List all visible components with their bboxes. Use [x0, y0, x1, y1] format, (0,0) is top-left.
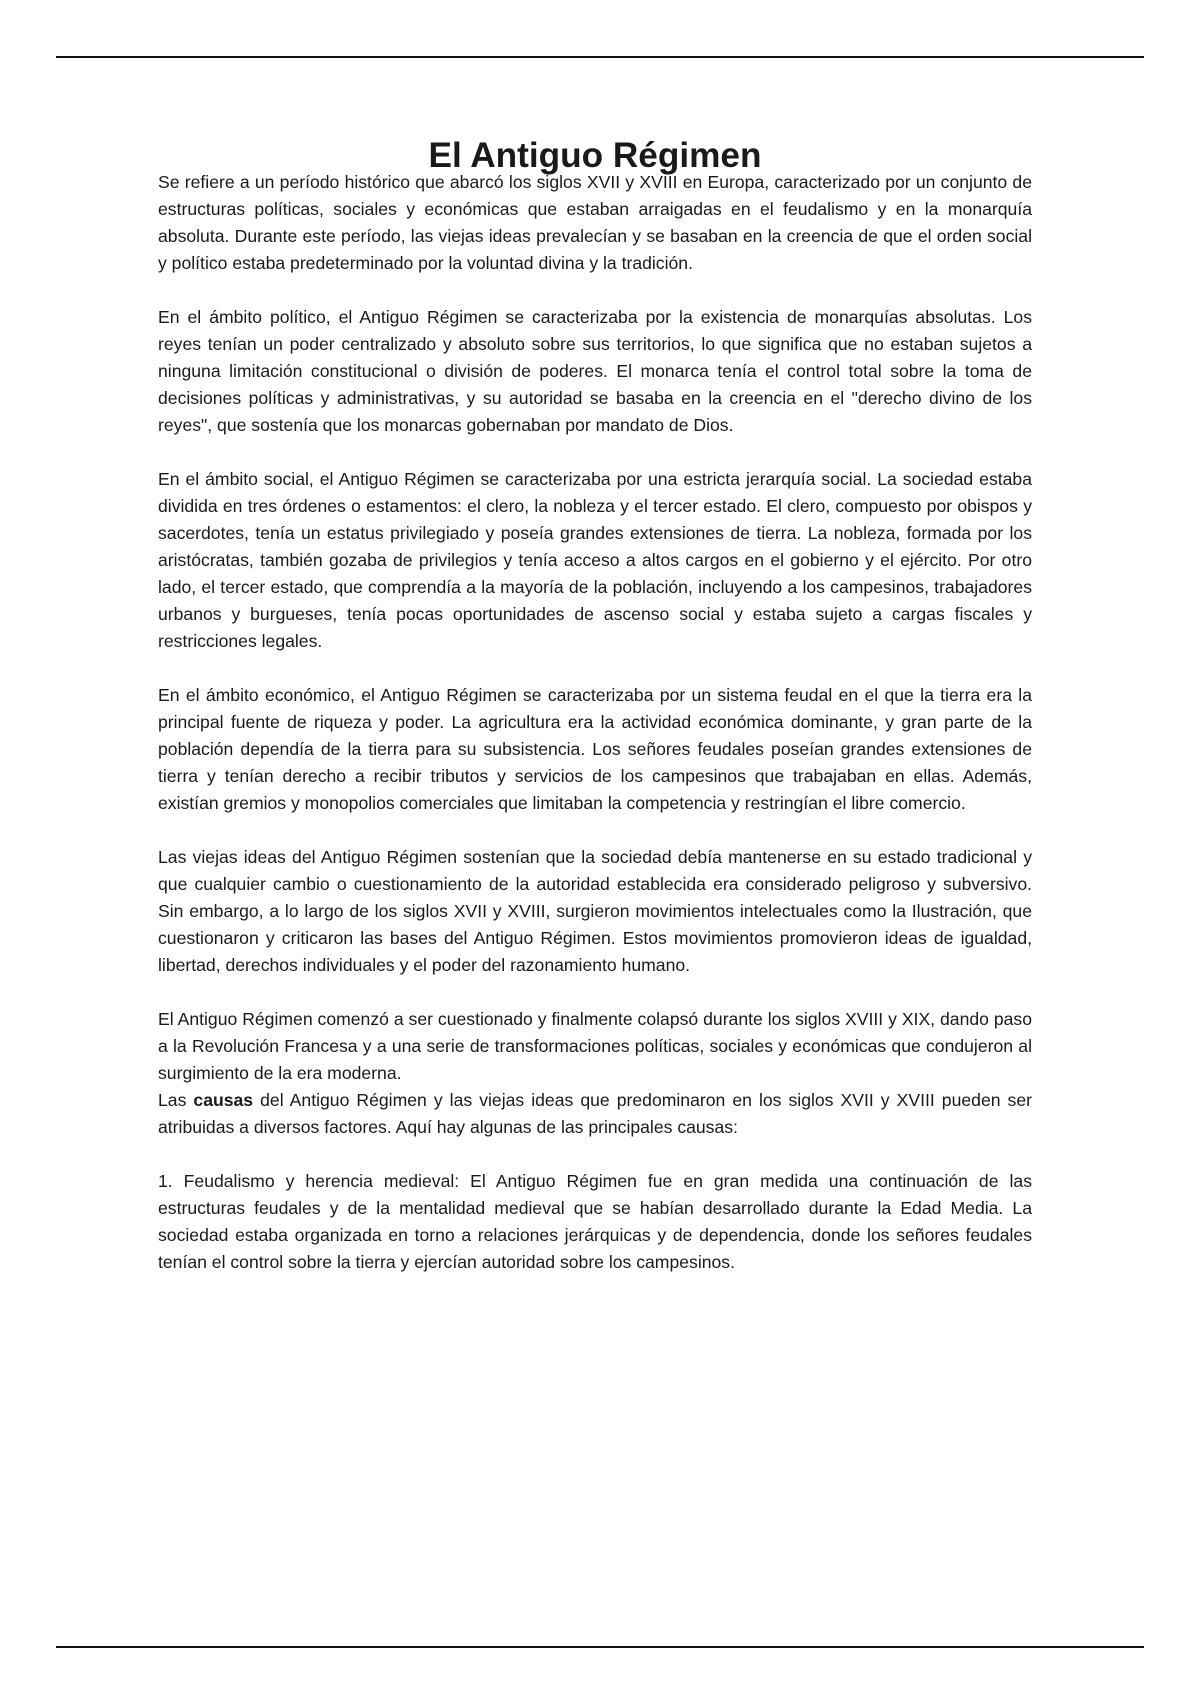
paragraph-cause-1: 1. Feudalismo y herencia medieval: El Antiguo Régimen fue en gran medida una continuación de las estructuras feudales y de la mentalidad medieval que se habían desarrollado durante la Edad Media. La sociedad estaba organizada en torno a relaciones jerárquicas y de dependencia, donde los señores feudales tenían el control sobre la tierra y ejercían autoridad sobre los campesinos.: [158, 1171, 1032, 1272]
document-title: El Antiguo Régimen: [428, 136, 762, 175]
paragraph-causes-intro: [158, 1087, 1032, 1141]
causes-keyword: causas: [193, 1090, 254, 1110]
paragraph-intro: Se refiere a un período histórico que abarcó los siglos XVII y XVIII en Europa, caracterizado por un conjunto de estructuras políticas, sociales y económicas que estaban arraigadas en el feudalismo y en la monarquía absoluta. Durante este período, las viejas ideas prevalecían y se basaban en la creencia de que el orden social y político estaba predeterminado por la voluntad divina y la tradición.: [158, 172, 1032, 273]
header-rule: [56, 56, 1144, 58]
document-page: [158, 136, 1033, 1276]
paragraph-social: En el ámbito social, el Antiguo Régimen se caracterizaba por una estricta jerarquía social. La sociedad estaba dividida en tres órdenes o estamentos: el clero, la nobleza y el tercer estado. El clero, compuesto por obispos y sacerdotes, tenía un estatus privilegiado y poseía grandes extensiones de tierra. La nobleza, formada por los aristócratas, también gozaba de privilegios y tenía acceso a altos cargos en el gobierno y el ejército. Por otro lado, el tercer estado, que comprendía a la mayoría de la población, incluyendo a los campesinos, trabajadores urbanos y burgueses, tenía pocas oportunidades de ascenso social y estaba sujeto a cargas fiscales y restricciones legales.: [158, 469, 1032, 651]
footer-rule: [56, 1646, 1144, 1648]
paragraph-collapse: El Antiguo Régimen comenzó a ser cuestionado y finalmente colapsó durante los siglos XVIII y XIX, dando paso a la Revolución Francesa y a una serie de transformaciones políticas, sociales y económicas que condujeron al surgimiento de la era moderna.: [158, 1009, 1032, 1083]
causes-intro-suffix: del Antiguo Régimen y las viejas ideas que predominaron en los siglos XVII y XVIII pueden ser atribuidas a diversos factores. Aquí hay algunas de las principales causas:: [158, 1090, 1033, 1137]
causes-intro-prefix: Las: [158, 1090, 194, 1110]
paragraph-economic: En el ámbito económico, el Antiguo Régimen se caracterizaba por un sistema feudal en el que la tierra era la principal fuente de riqueza y poder. La agricultura era la actividad económica dominante, y gran parte de la población dependía de la tierra para su subsistencia. Los señores feudales poseían grandes extensiones de tierra y tenían derecho a recibir tributos y servicios de los campesinos que trabajaban en ellas. Además, existían gremios y monopolios comerciales que limitaban la competencia y restringían el libre comercio.: [158, 685, 1032, 813]
paragraph-old-ideas: Las viejas ideas del Antiguo Régimen sostenían que la sociedad debía mantenerse en su estado tradicional y que cualquier cambio o cuestionamiento de la autoridad establecida era considerado peligroso y subversivo. Sin embargo, a lo largo de los siglos XVII y XVIII, surgieron movimientos intelectuales como la Ilustración, que cuestionaron y criticaron las bases del Antiguo Régimen. Estos movimientos promovieron ideas de igualdad, libertad, derechos individuales y el poder del razonamiento humano.: [158, 847, 1032, 975]
paragraph-political: En el ámbito político, el Antiguo Régimen se caracterizaba por la existencia de monarquías absolutas. Los reyes tenían un poder centralizado y absoluto sobre sus territorios, lo que significa que no estaban sujetos a ninguna limitación constitucional o división de poderes. El monarca tenía el control total sobre la toma de decisiones políticas y administrativas, y su autoridad se basaba en la creencia en el "derecho divino de los reyes", que sostenía que los monarcas gobernaban por mandato de Dios.: [158, 307, 1032, 435]
